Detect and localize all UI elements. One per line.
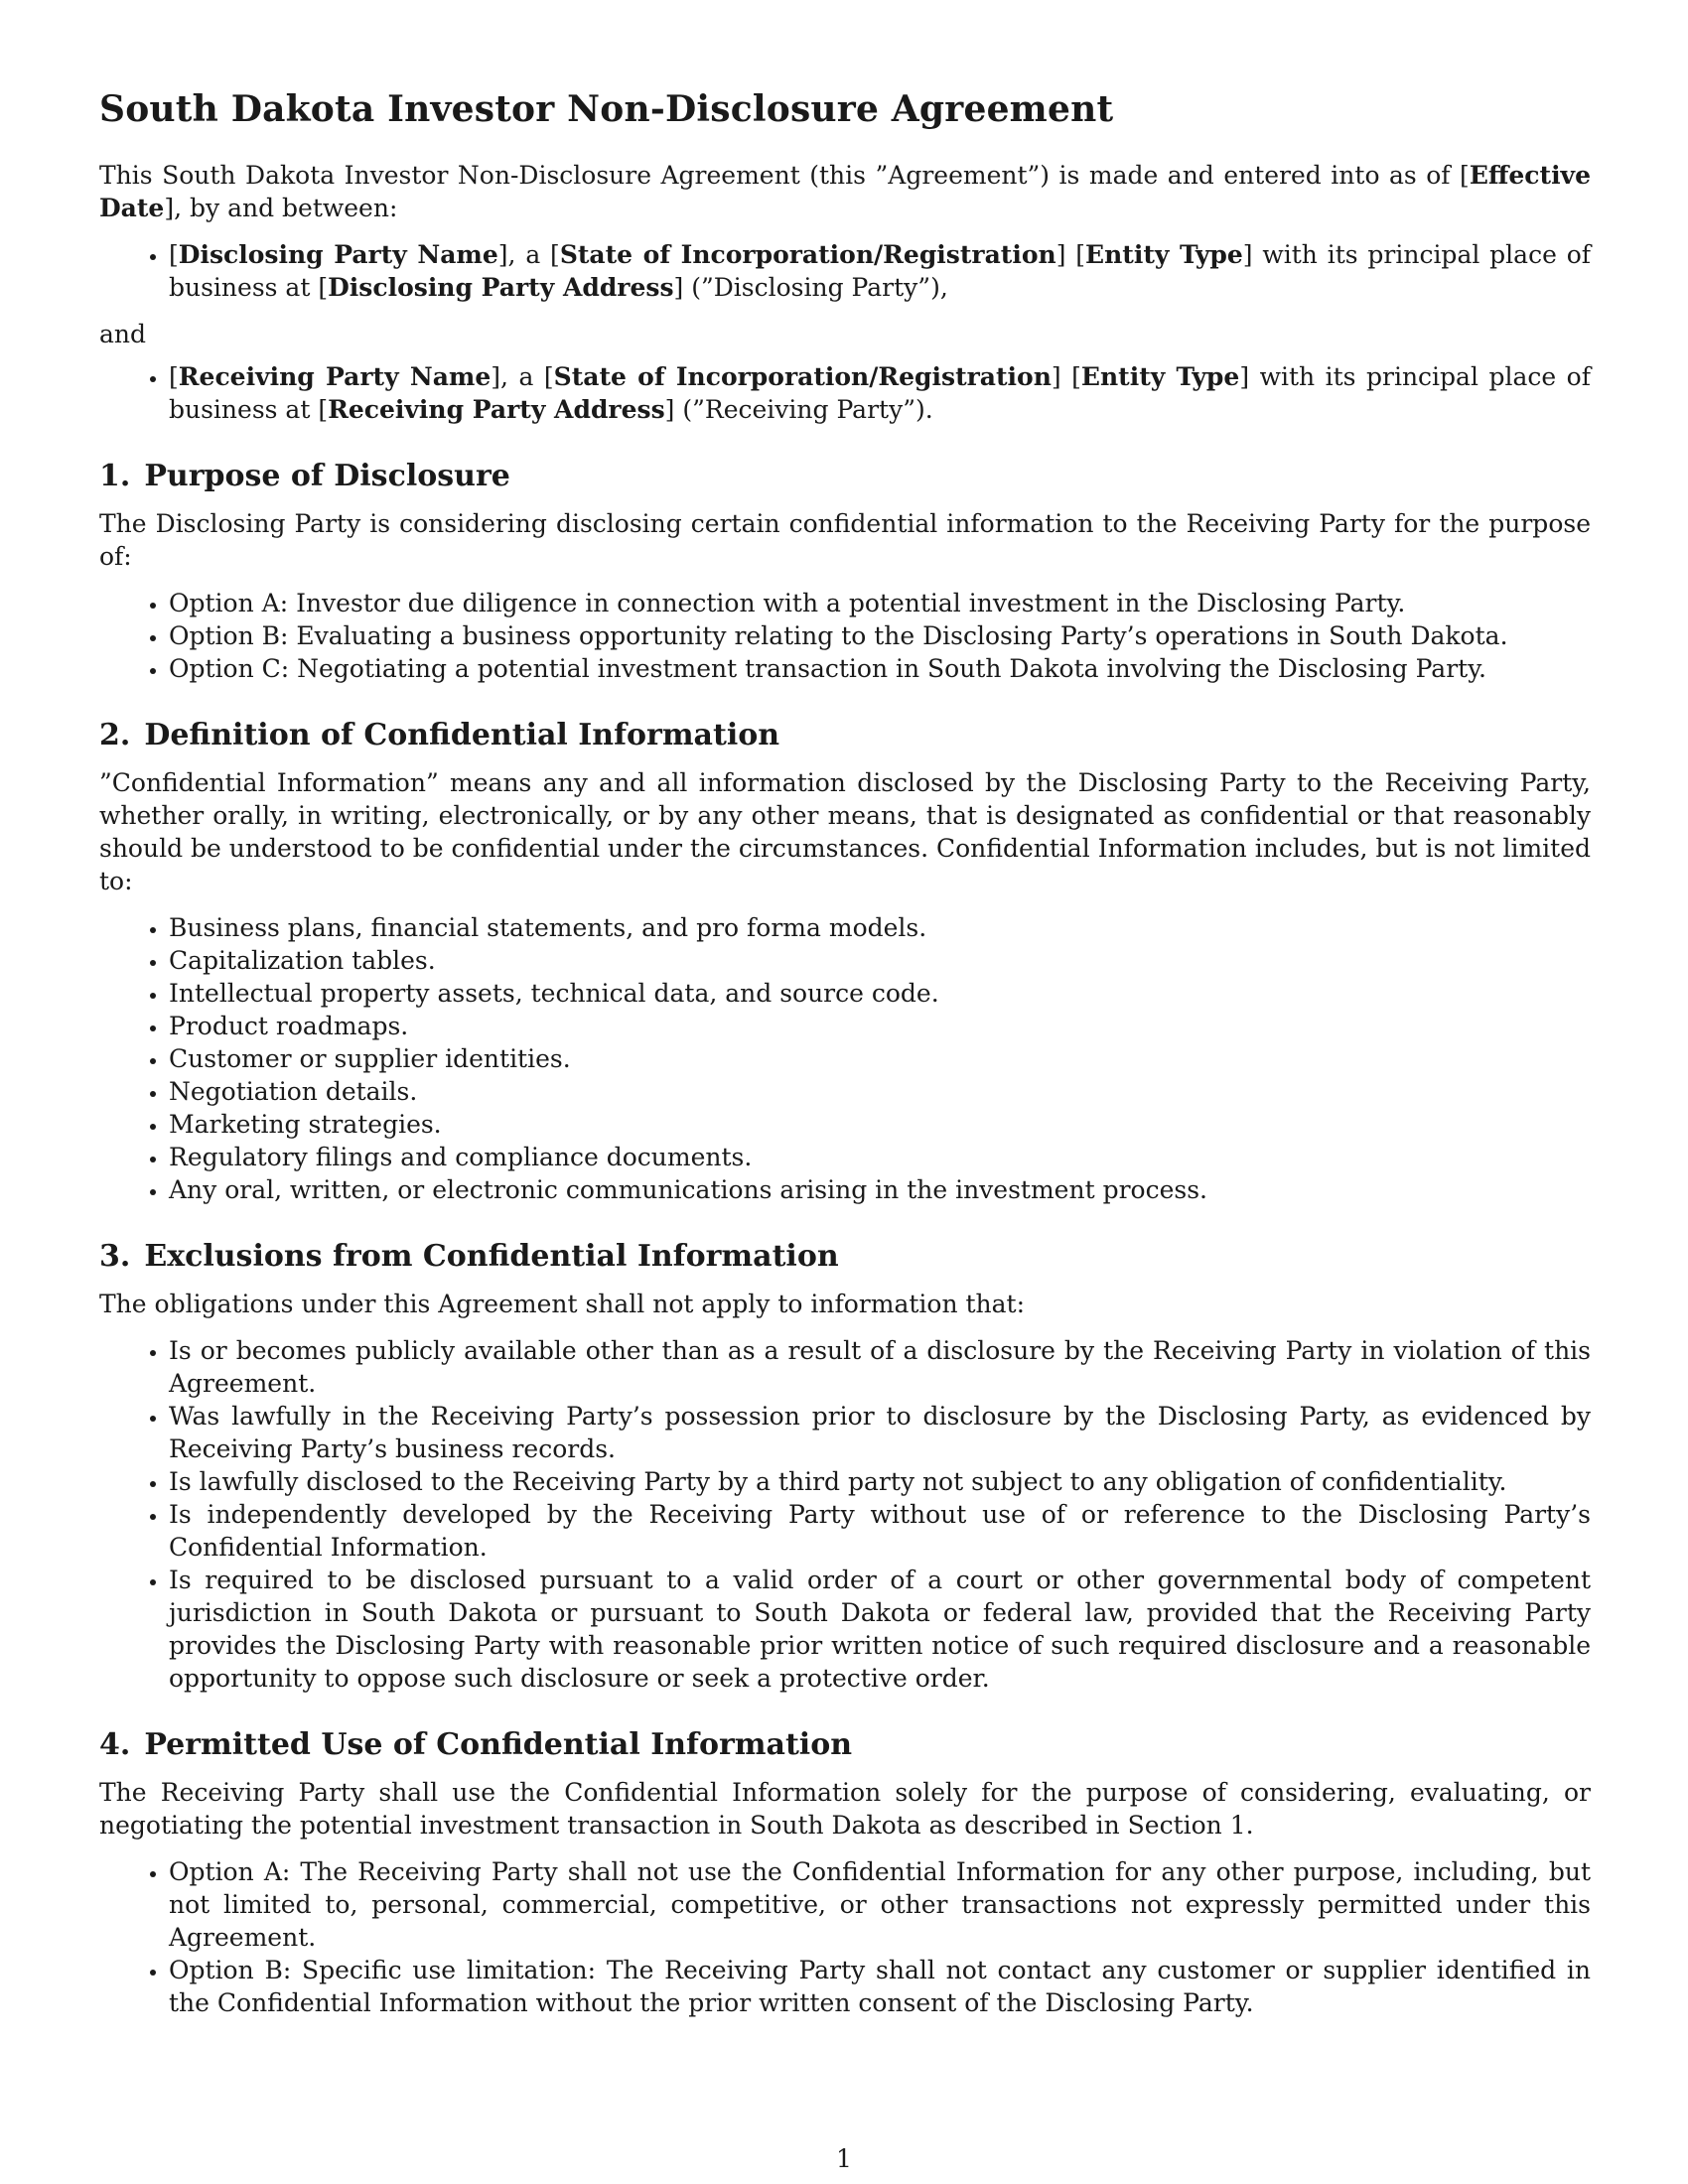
section-title: Permitted Use of Confidential Information xyxy=(144,1727,853,1762)
receiving-party-item: • [Receiving Party Name], a [State of Incorporation/Registration] [Entity Type] with its principal place of business at [Receiving Party Address] (”Receiving Party”). xyxy=(169,360,1591,426)
section-heading xyxy=(99,717,1591,754)
receiving-party-address: Receiving Party Address xyxy=(328,395,665,424)
disclosing-party-item: • [Disclosing Party Name], a [State of Incorporation/Registration] [Entity Type] with its principal place of business at [Disclosing Party Address] (”Disclosing Party”), xyxy=(169,238,1591,304)
page-number: 1 xyxy=(836,2144,852,2173)
section-number: 1. xyxy=(99,459,131,493)
section-title: Exclusions from Confidential Information xyxy=(144,1239,839,1274)
disclosing-party-list xyxy=(99,238,1591,304)
list-item: • Option A: Investor due diligence in connection with a potential investment in the Disclosing Party. xyxy=(169,587,1591,619)
list-item: • Customer or supplier identities. xyxy=(169,1042,1591,1075)
disclosing-party-entity: Entity Type xyxy=(1085,240,1243,269)
section-number: 4. xyxy=(99,1727,131,1762)
section-title: Purpose of Disclosure xyxy=(144,459,510,493)
and-connector: and xyxy=(99,320,147,348)
list-item: • Regulatory filings and compliance documents. xyxy=(169,1141,1591,1173)
disclosing-party-name: Disclosing Party Name xyxy=(178,240,498,269)
list-item: • Option B: Evaluating a business opportunity relating to the Disclosing Party’s operations in South Dakota. xyxy=(169,619,1591,652)
intro-paragraph: This South Dakota Investor Non-Disclosure Agreement (this ”Agreement”) is made and entered into as of [Effective Date], by and between: xyxy=(99,161,1591,222)
section-number: 3. xyxy=(99,1239,131,1274)
effective-date-placeholder: Effective Date xyxy=(99,161,1591,222)
list-item: • Product roadmaps. xyxy=(169,1010,1591,1042)
section-intro: The Disclosing Party is considering disclosing certain confidential information to the Receiving Party for the purpose of: xyxy=(99,509,1591,571)
section-heading xyxy=(99,1726,1591,1764)
list-item: • Is or becomes publicly available other than as a result of a disclosure by the Receiving Party in violation of this Agreement. xyxy=(169,1334,1591,1400)
list-item: • Business plans, financial statements, and pro forma models. xyxy=(169,911,1591,944)
section-intro: The Receiving Party shall use the Confidential Information solely for the purpose of considering, evaluating, or negotiating the potential investment transaction in South Dakota as described in Section 1. xyxy=(99,1778,1591,1840)
section-list xyxy=(99,587,1591,685)
section-heading xyxy=(99,1238,1591,1276)
list-item: • Option C: Negotiating a potential investment transaction in South Dakota involving the Disclosing Party. xyxy=(169,652,1591,685)
section-intro: The obligations under this Agreement shall not apply to information that: xyxy=(99,1290,1026,1318)
receiving-party-name: Receiving Party Name xyxy=(178,362,492,391)
section-list xyxy=(99,1855,1591,2019)
section-number: 2. xyxy=(99,718,131,752)
receiving-party-list xyxy=(99,360,1591,426)
section-intro: ”Confidential Information” means any and all information disclosed by the Disclosing Party to the Receiving Party, whether orally, in writing, electronically, or by any other means, that is designated as confidential or that reasonably should be understood to be confidential under the circumstances. Confidential Information includes, but is not limited to: xyxy=(99,768,1592,895)
section-list xyxy=(99,1334,1591,1695)
receiving-party-state: State of Incorporation/Registration xyxy=(553,362,1052,391)
disclosing-party-state: State of Incorporation/Registration xyxy=(559,240,1056,269)
section-list xyxy=(99,911,1591,1206)
list-item: • Is lawfully disclosed to the Receiving Party by a third party not subject to any obligation of confidentiality. xyxy=(169,1465,1591,1498)
sections-container xyxy=(99,458,1591,2019)
list-item: • Is independently developed by the Receiving Party without use of or reference to the Disclosing Party’s Confidential Information. xyxy=(169,1498,1591,1564)
receiving-party-entity: Entity Type xyxy=(1080,362,1240,391)
section-title: Definition of Confidential Information xyxy=(144,718,780,752)
section-heading xyxy=(99,458,1591,495)
disclosing-party-address: Disclosing Party Address xyxy=(328,273,674,302)
document-title: South Dakota Investor Non-Disclosure Agreement xyxy=(99,88,1114,130)
list-item: • Option A: The Receiving Party shall not use the Confidential Information for any other purpose, including, but not limited to, personal, commercial, competitive, or other transactions not expressly permitted under this Agreement. xyxy=(169,1855,1591,1954)
list-item: • Option B: Specific use limitation: The Receiving Party shall not contact any customer or supplier identified in the Confidential Information without the prior written consent of the Disclosing Party. xyxy=(169,1954,1591,2019)
list-item: • Capitalization tables. xyxy=(169,944,1591,977)
list-item: • Any oral, written, or electronic communications arising in the investment process. xyxy=(169,1173,1591,1206)
list-item: • Intellectual property assets, technical data, and source code. xyxy=(169,977,1591,1010)
document-page xyxy=(99,87,1591,2033)
list-item: • Marketing strategies. xyxy=(169,1108,1591,1141)
list-item: • Is required to be disclosed pursuant to a valid order of a court or other governmental body of competent jurisdiction in South Dakota or pursuant to South Dakota or federal law, provided that the Receiving Party provides the Disclosing Party with reasonable prior written notice of such required disclosure and a reasonable opportunity to oppose such disclosure or seek a protective order. xyxy=(169,1564,1591,1695)
list-item: • Was lawfully in the Receiving Party’s possession prior to disclosure by the Disclosing Party, as evidenced by Receiving Party’s business records. xyxy=(169,1400,1591,1465)
list-item: • Negotiation details. xyxy=(169,1075,1591,1108)
